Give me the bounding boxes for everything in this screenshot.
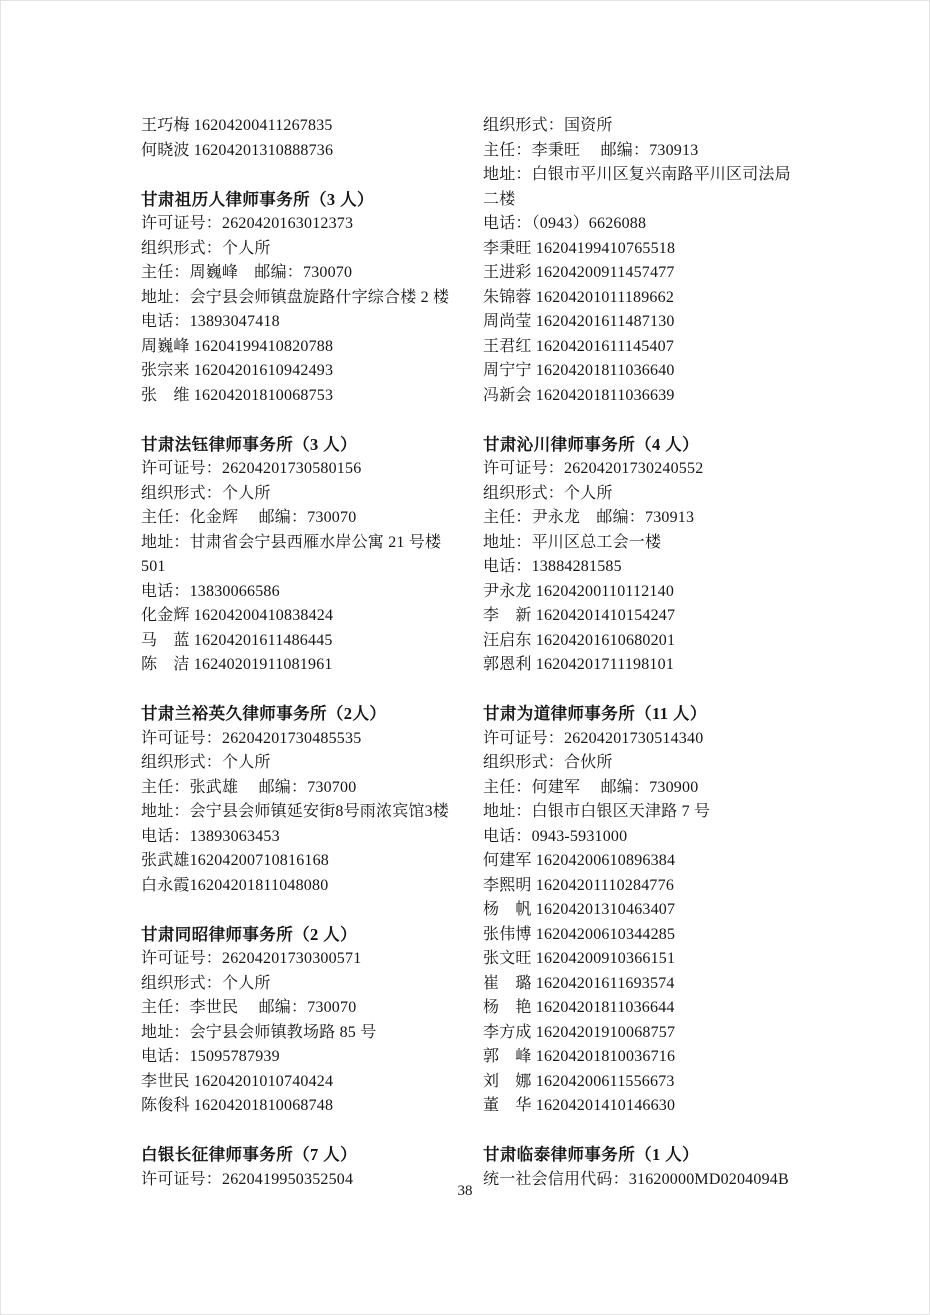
text-line: 地址：会宁县会师镇延安街8号雨浓宾馆3楼 (141, 803, 450, 820)
text-line: 周尚莹 16204201611487130 (483, 313, 675, 330)
text-line: 二楼 (483, 190, 516, 208)
column-right (483, 114, 821, 1192)
text-line: 主任：尹永龙 邮编：730913 (483, 509, 695, 526)
text-line: 张武雄16204200710816168 (141, 852, 330, 869)
continued-entry-block (483, 114, 821, 408)
text-line: 王君红 16204201611145407 (483, 337, 675, 355)
text-line: 何建军 16204200610896384 (483, 852, 676, 869)
text-line: 组织形式：个人所 (141, 754, 271, 771)
text-line: 组织形式：国资所 (483, 117, 613, 134)
firm-heading: 甘肃沁川律师事务所（4 人） (483, 434, 699, 454)
text-line: 地址：白银市白银区天津路 7 号 (483, 803, 711, 820)
firm-heading: 甘肃同昭律师事务所（2 人） (141, 924, 357, 944)
text-line: 统一社会信用代码：31620000MD0204094B (483, 1170, 789, 1188)
text-line: 李方成 16204201910068757 (483, 1023, 676, 1041)
text-line: 主任：李世民 邮编：730070 (141, 999, 357, 1016)
text-line: 组织形式：合伙所 (483, 754, 613, 771)
text-line: 许可证号：2620420163012373 (141, 215, 354, 232)
text-line: 地址：会宁县会师镇盘旋路什字综合楼 2 楼 (141, 288, 450, 306)
text-line: 李 新 16204201410154247 (483, 607, 676, 624)
page-number: 38 (457, 1183, 473, 1199)
text-line: 白永霞16204201811048080 (141, 876, 329, 894)
text-line: 主任：周巍峰 邮编：730070 (141, 264, 353, 281)
firm-block (141, 923, 479, 1119)
text-line: 地址：甘肃省会宁县西雁水岸公寓 21 号楼 (141, 533, 442, 551)
text-line: 郭恩利 16204201711198101 (483, 656, 675, 673)
text-line: 地址：会宁县会师镇教场路 85 号 (141, 1023, 377, 1041)
text-line: 杨 帆 16204201310463407 (483, 901, 676, 918)
firm-heading: 甘肃祖历人律师事务所（3 人） (141, 189, 374, 209)
text-line: 冯新会 16204201811036639 (483, 386, 675, 404)
text-line: 马 蓝 16204201611486445 (141, 631, 333, 649)
text-line: 朱锦蓉 16204201011189662 (483, 288, 675, 306)
text-line: 陈 洁 16240201911081961 (141, 656, 333, 673)
firm-heading: 甘肃法钰律师事务所（3 人） (141, 434, 357, 454)
text-line: 电话：15095787939 (141, 1048, 280, 1065)
text-line: 电话：13893063453 (141, 827, 280, 845)
text-line: 组织形式：个人所 (141, 239, 271, 257)
text-line: 王进彩 16204200911457477 (483, 264, 675, 281)
text-line: 许可证号：26204201730580156 (141, 460, 362, 477)
text-line: 主任：化金辉 邮编：730070 (141, 509, 357, 526)
text-line: 郭 峰 16204201810036716 (483, 1048, 676, 1065)
firm-heading: 甘肃兰裕英久律师事务所（2人） (141, 704, 387, 723)
continued-entry-block (141, 114, 479, 163)
text-line: 主任：何建军 邮编：730900 (483, 778, 699, 796)
text-line: 张伟博 16204200610344285 (483, 925, 676, 943)
text-line: 刘 娜 16204200611556673 (483, 1072, 675, 1090)
text-line: 王巧梅 16204200411267835 (141, 117, 333, 134)
two-column-text (141, 114, 821, 1192)
text-line: 许可证号：2620419950352504 (141, 1170, 354, 1188)
firm-block (141, 433, 479, 678)
firm-block (483, 702, 821, 1119)
text-line: 尹永龙 16204200110112140 (483, 582, 675, 600)
text-line: 陈俊科 16204201810068748 (141, 1097, 334, 1114)
text-line: 主任：张武雄 邮编：730700 (141, 778, 357, 796)
text-line: 张宗来 16204201610942493 (141, 362, 334, 379)
firm-heading: 甘肃为道律师事务所（11 人） (483, 704, 707, 723)
text-line: 许可证号：26204201730485535 (141, 729, 362, 747)
text-line: 董 华 16204201410146630 (483, 1097, 676, 1114)
text-line: 周宁宁 16204201811036640 (483, 362, 675, 379)
text-line: 电话：13830066586 (141, 582, 280, 600)
text-line: 组织形式：个人所 (141, 974, 271, 992)
text-line: 张文旺 16204200910366151 (483, 950, 676, 967)
column-left (141, 114, 479, 1192)
firm-heading: 甘肃临泰律师事务所（1 人） (483, 1145, 699, 1164)
firm-block (141, 188, 479, 409)
firm-block (141, 702, 479, 898)
text-line: 许可证号：26204201730240552 (483, 460, 704, 477)
text-line: 李秉旺 16204199410765518 (483, 239, 676, 257)
text-line: 组织形式：个人所 (483, 484, 613, 502)
text-line: 李世民 16204201010740424 (141, 1072, 334, 1090)
firm-block (483, 433, 821, 678)
text-line: 李熙明 16204201110284776 (483, 876, 675, 894)
text-line: 主任：李秉旺 邮编：730913 (483, 141, 699, 159)
text-line: 组织形式：个人所 (141, 484, 271, 502)
text-line: 杨 艳 16204201811036644 (483, 999, 675, 1016)
text-line: 501 (141, 558, 166, 575)
text-line: 电话：13893047418 (141, 313, 280, 330)
text-line: 电话：13884281585 (483, 558, 622, 575)
text-line: 汪启东 16204201610680201 (483, 631, 676, 649)
text-line: 崔 璐 16204201611693574 (483, 974, 675, 992)
text-line: 化金辉 16204200410838424 (141, 607, 334, 624)
firm-heading: 白银长征律师事务所（7 人） (141, 1145, 357, 1164)
text-line: 许可证号：26204201730514340 (483, 729, 704, 747)
text-line: 许可证号：26204201730300571 (141, 950, 362, 967)
text-line: 何晓波 16204201310888736 (141, 141, 334, 159)
text-line: 周巍峰 16204199410820788 (141, 337, 334, 355)
text-line: 电话：0943-5931000 (483, 827, 628, 845)
text-line: 电话：（0943）6626088 (483, 215, 647, 232)
text-line: 地址：白银市平川区复兴南路平川区司法局 (483, 166, 791, 183)
text-line: 地址：平川区总工会一楼 (483, 533, 662, 551)
text-line: 张 维 16204201810068753 (141, 386, 334, 404)
